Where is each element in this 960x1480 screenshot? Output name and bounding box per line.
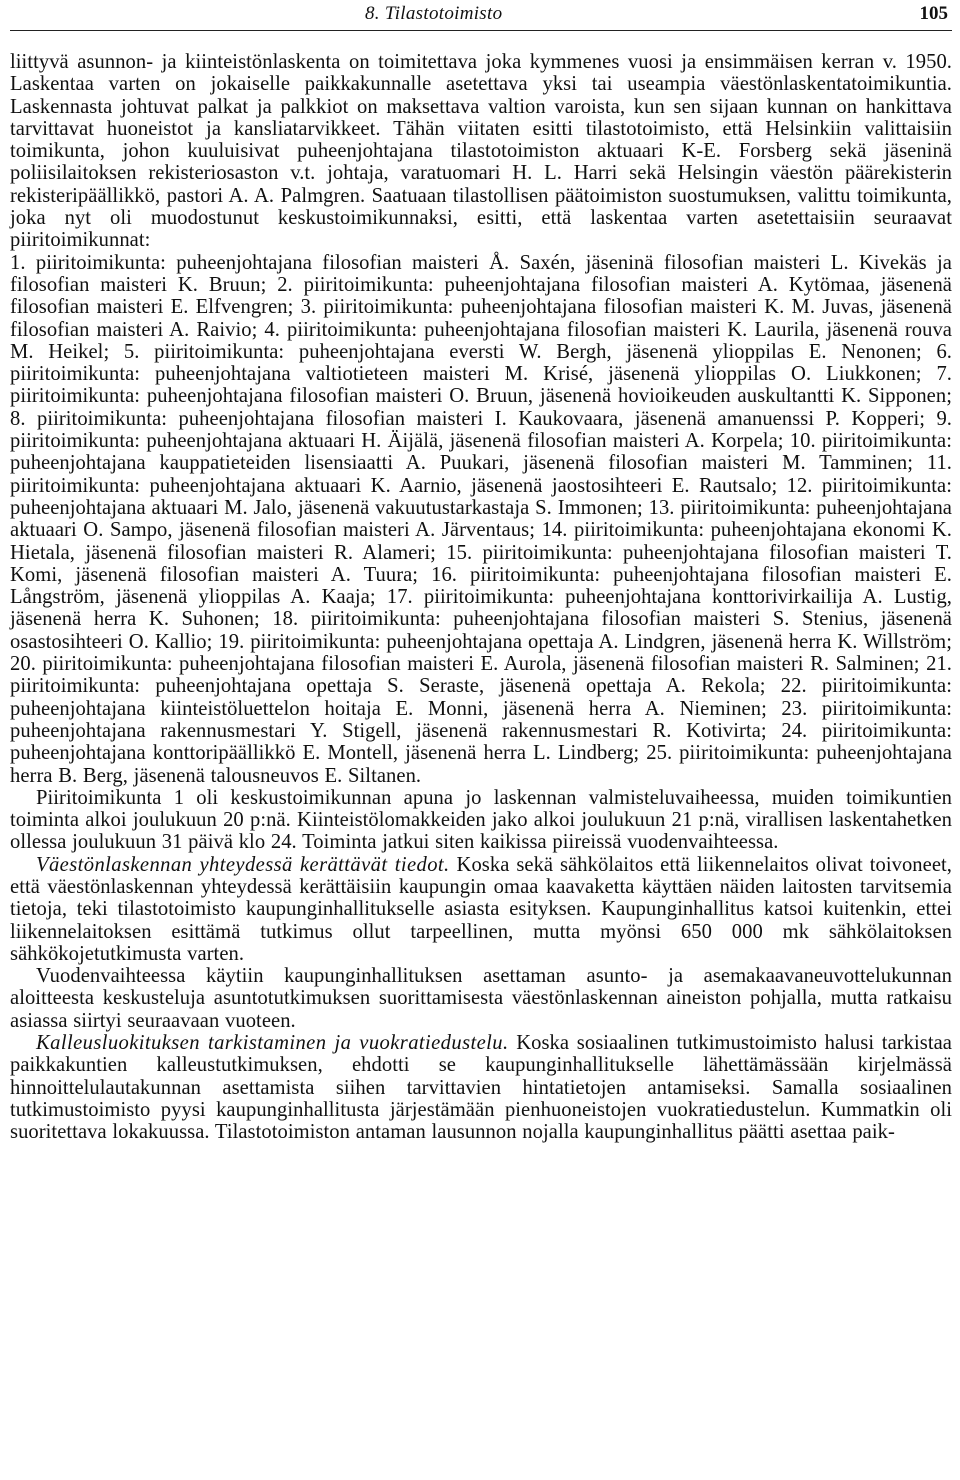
paragraph-district-committees	[10, 252, 952, 787]
paragraph-text: Piiritoimikunta 1 oli keskustoimikunnan apuna jo laskennan valmisteluvaiheessa, muiden toimikuntien toiminta alkoi joulukuun 20 p:nä. Kiinteistölomakkeiden jako alkoi joulukuun 21 p:nä, virallisen laskentahetken ollessa joulukuun 31 päivä klo 24. Toiminta jatkui siten kaikissa piireissä vuodenvaihteessa.	[10, 786, 952, 854]
paragraph-text: Koska sosiaalinen tutkimustoimisto halusi tarkistaa paikkakuntien kalleustutkimuksen, ehdotti se kaupunginhallitukselle lähettämässään kirjelmässä hinnoittelulautakunnan asettamista siihen tarvittavien hintatietojen antamiseksi. Samalla sosiaalinen tutkimustoimisto pyysi kaupunginhallitusta järjestämään pienhuoneistojen vuokratiedustelun. Kummatkin oli suoritettava lokakuussa. Tilastotoimiston antaman lausunnon nojalla kaupunginhallitus päätti asettaa paik-	[10, 1032, 952, 1144]
paragraph-committee-schedule	[10, 787, 952, 854]
running-header	[10, 0, 952, 31]
paragraph-continuation	[10, 51, 952, 252]
paragraph-text: 1. piiritoimikunta: puheenjohtajana filosofian maisteri Å. Saxén, jäseninä filosofian maisteri L. Kivekäs ja filosofian maisteri K. Bruun; 2. piiritoimikunta: puheenjohtajana filosofian maisteri A. Kytömaa, jäsenenä filosofian maisteri E. Elfvengren; 3. piiritoimikunta: puheenjohtajana filosofian maisteri K. M. Juvas, jäsenenä filosofian maisteri A. Raivio; 4. piiritoimikunta: puheenjohtajana filosofian maisteri K. Laurila, jäsenenä rouva M. Heikel; 5. piiritoimikunta: puheenjohtajana eversti W. Bergh, jäsenenä ylioppilas E. Nenonen; 6. piiritoimikunta: puheenjohtajana valtiotieteen maisteri M. Krisé, jäsenenä ylioppilas O. Liukkonen; 7. piiritoimikunta: puheenjohtajana filosofian maisteri O. Bruun, jäsenenä hovioikeuden auskultantti K. Sipponen; 8. piiritoimikunta: puheenjohtajana filosofian maisteri I. Kaukovaara, jäsenenä amanuenssi P. Kopperi; 9. piiritoimikunta: puheenjohtajana aktuaari H. Äijälä, jäsenenä filosofian maisteri A. Korpela; 10. piiritoimikunta: puheenjohtajana kauppatieteiden lisensiaatti A. Puukari, jäsenenä filosofian maisteri M. Tamminen; 11. piiritoimikunta: puheenjohtajana aktuaari K. Aarnio, jäsenenä jaostosihteeri E. Rautsalo; 12. piiritoimikunta: puheenjohtajana aktuaari M. Jalo, jäsenenä vakuutustarkastaja S. Immonen; 13. piiritoimikunta: puheenjohtajana aktuaari O. Sampo, jäsenenä filosofian maisteri A. Järventaus; 14. piiritoimikunta: puheenjohtajana ekonomi K. Hietala, jäsenenä filosofian maisteri R. Alameri; 15. piiritoimikunta: puheenjohtajana filosofian maisteri T. Komi, jäsenenä filosofian maisteri A. Tuura; 16. piiritoimikunta: puheenjohtajana filosofian maisteri E. Långström, jäsenenä ylioppilas A. Kaaja; 17. piiritoimikunta: puheenjohtajana konttorivirkailija A. Lustig, jäsenenä herra K. Suhonen; 18. piiritoimikunta: puheenjohtajana filosofian maisteri S. Stenius, jäsenenä osastosihteeri O. Kallio; 19. piiritoimikunta: puheenjohtajana opettaja A. Lindgren, jäsenenä herra K. Willström; 20. piiritoimikunta: puheenjohtajana filosofian maisteri E. Aurola, jäsenenä filosofian maisteri R. Salminen; 21. piiritoimikunta: puheenjohtajana opettaja S. Seraste, jäsenenä opettaja A. Rekola; 22. piiritoimikunta: puheenjohtajana kiinteistöluettelon hoitaja E. Monni, jäsenenä herra A. Nieminen; 23. piiritoimikunta: puheenjohtajana rakennusmestari Y. Stigell, jäsenenä rakennusmestari R. Kotivirta; 24. piiritoimikunta: puheenjohtajana konttoripäällikkö E. Montell, jäsenenä herra L. Lindberg; 25. piiritoimikunta: puheenjohtajana herra B. Berg, jäsenenä talousneuvos E. Siltanen.	[10, 251, 952, 787]
body-text	[10, 51, 952, 1144]
paragraph-text: Vuodenvaihteessa käytiin kaupunginhallituksen asettaman asunto- ja asemakaavaneuvottelukunnan aloitteesta keskusteluja asuntotutkimuksen suorittamisesta väestönlaskennan aineiston pohjalla, mutta ratkaisu asiassa siirtyi seuraavaan vuoteen.	[10, 965, 952, 1032]
document-page	[10, 0, 952, 1480]
paragraph-collected-data	[10, 854, 952, 965]
paragraph-text: Koska sekä sähkölaitos että liikennelaitos olivat toivoneet, että väestönlaskennan yhteydessä kerättäisiin kaupungin omaa kaavaketta käyttäen näiden laitosten tarvitsemia tietoja, teki tilastotoimisto kaupunginhallitukselle asiasta esityksen. Kaupunginhallitus katsoi kuitenkin, ettei liikennelaitoksen esittämä tutkimus ollut tarpeellinen, mutta myönsi 650 000 mk sähkölaitoksen sähkökojetutkimusta varten.	[10, 853, 952, 965]
run-in-heading: Väestönlaskennan yhteydessä kerättävät tiedot.	[36, 853, 450, 876]
paragraph-text: liittyvä asunnon- ja kiinteistönlaskenta on toimitettava joka kymmenes vuosi ja ensimmäisen kerran v. 1950. Laskentaa varten on jokaiselle paikkakunnalle asetettava yksi tai useampia väestönlaskentatoimikuntia. Laskennasta johtuvat palkat ja palkkiot on maksettava valtion varoista, kun sen sijaan kunnan on hankittava tarvittavat huoneistot ja kansliatarvikkeet. Tähän viitaten esitti tilastotoimisto, että Helsinkiin valittaisiin toimikunta, johon kuuluisivat puheenjohtajana tilastotoimiston aktuaari K-E. Forsberg sekä jäseninä poliisilaitoksen rekisteriosaston v.t. johtaja, varatuomari H. L. Harri sekä Helsingin väestön päärekisterin rekisteripäällikkö, pastori A. A. Palmgren. Saatuaan tilastollisen päätoimiston suostumuksen, valittu toimikunta, joka nyt oli muodostunut keskustoimikunnaksi, esitti, että laskentaa varten asetettaisiin seuraavat piiritoimikunnat:	[10, 51, 952, 252]
paragraph-housing-study	[10, 965, 952, 1032]
page-number: 105	[919, 3, 948, 24]
run-in-heading: Kalleusluokituksen tarkistaminen ja vuokratiedustelu.	[36, 1032, 509, 1055]
running-title: 8. Tilastotoimisto	[365, 3, 503, 24]
paragraph-cost-classification	[10, 1032, 952, 1143]
